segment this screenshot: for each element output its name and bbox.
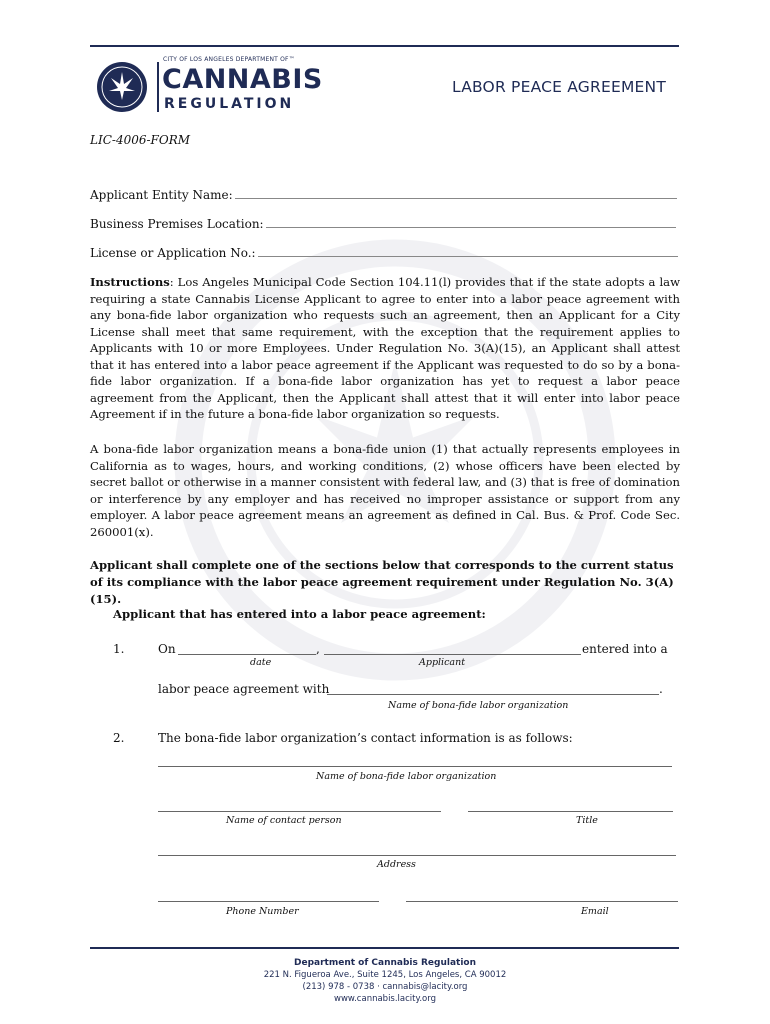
- header-rule: [90, 45, 679, 47]
- address-line[interactable]: [158, 855, 676, 856]
- date-caption: date: [250, 657, 272, 668]
- applicant-caption: Applicant: [419, 657, 466, 668]
- item2-text: The bona-fide labor organization’s contact information is as follows:: [158, 731, 573, 745]
- org-name-line[interactable]: [158, 766, 672, 767]
- premises-field[interactable]: [90, 217, 676, 231]
- entity-name-field[interactable]: [90, 188, 677, 202]
- applicant-line[interactable]: [324, 654, 581, 655]
- item1-number: 1.: [113, 642, 125, 656]
- email-line[interactable]: [406, 901, 678, 902]
- item1-period: .: [659, 682, 663, 696]
- item1-on: On: [158, 642, 176, 656]
- footer-rule: [90, 947, 679, 949]
- labor-org-caption: Name of bona-fide labor organization: [388, 700, 569, 711]
- date-line[interactable]: [178, 654, 316, 655]
- address-caption: Address: [377, 859, 416, 870]
- premises-line[interactable]: [266, 217, 676, 228]
- logo-small-text: CITY OF LOS ANGELES DEPARTMENT OF™: [163, 56, 295, 63]
- cannabis-seal-icon: [95, 60, 149, 114]
- logo-divider: [157, 62, 159, 112]
- footer-address: 221 N. Figueroa Ave., Suite 1245, Los Angeles, CA 90012: [263, 970, 507, 980]
- section-heading: Applicant that has entered into a labor peace agreement:: [113, 607, 486, 621]
- item1-labor-with: labor peace agreement with: [158, 682, 330, 696]
- logo-sub-text: REGULATION: [164, 96, 295, 112]
- contact-name-caption: Name of contact person: [226, 815, 342, 826]
- title-caption: Title: [576, 815, 598, 826]
- labor-org-line[interactable]: [327, 694, 659, 695]
- license-line[interactable]: [258, 246, 678, 257]
- footer-contact: (213) 978 - 0738 · cannabis@lacity.org: [302, 982, 468, 992]
- org-name-caption: Name of bona-fide labor organization: [316, 771, 497, 782]
- item1-entered: entered into a: [582, 642, 668, 656]
- logo-main-text: CANNABIS: [162, 64, 323, 95]
- entity-name-line[interactable]: [235, 188, 677, 199]
- item1-comma: ,: [316, 642, 320, 656]
- instructions-paragraph: [90, 274, 680, 423]
- footer-dept: Department of Cannabis Regulation: [294, 958, 476, 968]
- license-label: License or Application No.:: [90, 246, 256, 260]
- directive-paragraph: Applicant shall complete one of the sections below that corresponds to the current status of its compliance with the labor peace agreement requirement under Regulation No. 3(A)(15).: [90, 558, 674, 606]
- instructions-label: Instructions: [90, 275, 170, 289]
- phone-line[interactable]: [158, 901, 379, 902]
- title-line[interactable]: [468, 811, 673, 812]
- phone-caption: Phone Number: [226, 906, 299, 917]
- form-id: LIC-4006-FORM: [90, 133, 191, 147]
- footer-web: www.cannabis.lacity.org: [334, 994, 436, 1004]
- definition-paragraph: A bona-fide labor organization means a bona-fide union (1) that actually represents employees in California as to wages, hours, and working conditions, (2) whose officers have been elected by secret ballot or otherwise in a manner consistent with federal law, and (3) that is free of domination or interference by any employer and has received no improper assistance or support from any employer. A labor peace agreement means an agreement as defined in Cal. Bus. & Prof. Code Sec. 260001(x).: [90, 442, 680, 539]
- instructions-text: : Los Angeles Municipal Code Section 104.11(l) provides that if the state adopts a law requiring a state Cannabis License Applicant to agree to enter into a labor peace agreement with any bona-fide labor organization who requests such an agreement, then an Applicant for a City License shall meet that same requirement, with the exception that the requirement applies to Applicants with 10 or more Employees. Under Regulation No. 3(A)(15), an Applicant shall attest that it has entered into a labor peace agreement if the Applicant was requested to do so by a bona-fide labor organization. If a bona-fide labor organization has yet to request a labor peace agreement from the Applicant, then the Applicant shall attest that it will enter into labor peace Agreement if in the future a bona-fide labor organization so requests.: [90, 275, 680, 421]
- license-field[interactable]: [90, 246, 678, 260]
- entity-name-label: Applicant Entity Name:: [90, 188, 233, 202]
- contact-name-line[interactable]: [158, 811, 441, 812]
- email-caption: Email: [581, 906, 609, 917]
- document-title: LABOR PEACE AGREEMENT: [452, 78, 666, 96]
- premises-label: Business Premises Location:: [90, 217, 264, 231]
- item2-number: 2.: [113, 731, 125, 745]
